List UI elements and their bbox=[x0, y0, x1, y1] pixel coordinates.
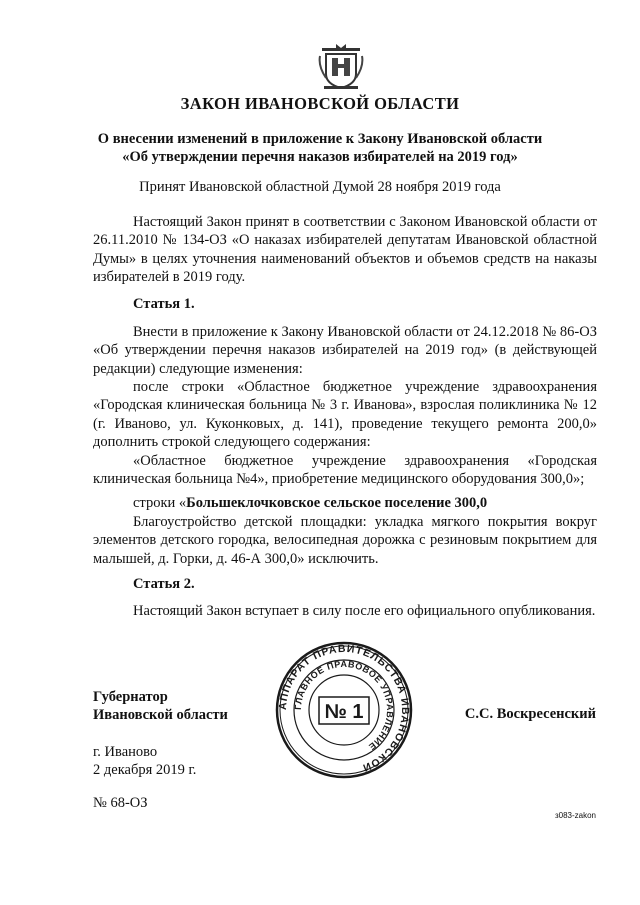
coat-of-arms-icon bbox=[318, 42, 364, 92]
subtitle-line-1: О внесении изменений в приложение к Закону Ивановской области bbox=[97, 131, 543, 147]
paragraph-4-bold: Большеклочковское сельское поселение 300,0 bbox=[186, 495, 488, 511]
article-1-paragraph-4 bbox=[93, 494, 597, 512]
article-2-heading: Статья 2. bbox=[133, 576, 195, 592]
signatory-name: С.С. Воскресенский bbox=[464, 706, 596, 722]
document-subtitle bbox=[60, 130, 580, 166]
city: г. Иваново bbox=[93, 744, 158, 760]
seal-outer-text: АППАРАТ ПРАВИТЕЛЬСТВА ИВАНОВСКОЙ bbox=[276, 642, 412, 774]
law-number: № 68-ОЗ bbox=[93, 795, 148, 811]
preamble-paragraph: Настоящий Закон принят в соответствии с Законом Ивановской области от 26.11.2010 № 134-ОЗ «О наказах избирателей депутатам Ивановской областной Думы» в целях уточнения наименований объектов и объемов средств на наказы избирателей в 2019 году. bbox=[93, 214, 597, 286]
article-1-paragraph-3: «Областное бюджетное учреждение здравоохранения «Городская клиническая больница №4», приобретение медицинского оборудования 300,0»; bbox=[93, 453, 597, 488]
seal-inner-text: ГЛАВНОЕ ПРАВОВОЕ УПРАВЛЕНИЕ bbox=[292, 658, 396, 753]
paragraph-4-prefix: строки « bbox=[133, 495, 187, 511]
adoption-line: Принят Ивановской областной Думой 28 ноября 2019 года bbox=[139, 179, 501, 195]
article-1-paragraph-5: Благоустройство детской площадки: укладка мягкого покрытия вокруг элементов детского городка, велосипедная дорожка с резиновым покрытием для малышей, д. Горки, д. 46-А 300,0» исключить. bbox=[93, 514, 597, 567]
subtitle-line-2: «Об утверждении перечня наказов избирателей на 2019 год» bbox=[122, 149, 518, 165]
official-seal bbox=[274, 640, 414, 780]
article-1-paragraph-1: Внести в приложение к Закону Ивановской области от 24.12.2018 № 86-ОЗ «Об утверждении перечня наказов избирателей на 2019 год» (в действующей редакции) следующие изменения: bbox=[93, 324, 597, 377]
article-1-heading: Статья 1. bbox=[133, 296, 195, 312]
article-1-paragraph-2: после строки «Областное бюджетное учреждение здравоохранения «Городская клиническая больница № 3 г. Иванова», взрослая поликлиника № 12 (г. Иваново, ул. Куконковых, д. 141), проведение текущего ремонта 200,0» дополнить строкой следующего содержания: bbox=[93, 379, 597, 451]
article-2-paragraph-1: Настоящий Закон вступает в силу после его официального опубликования. bbox=[133, 603, 596, 619]
place-and-date bbox=[93, 743, 196, 780]
signatory-position-line-2: Ивановской области bbox=[93, 707, 228, 724]
seal-number: № 1 bbox=[324, 701, 364, 723]
document-title: ЗАКОН ИВАНОВСКОЙ ОБЛАСТИ bbox=[180, 94, 460, 113]
document-reference: з083-zakon bbox=[554, 811, 596, 820]
signatory-position bbox=[93, 688, 228, 725]
signing-date: 2 декабря 2019 г. bbox=[93, 762, 197, 779]
signatory-position-line-1: Губернатор bbox=[93, 689, 168, 705]
